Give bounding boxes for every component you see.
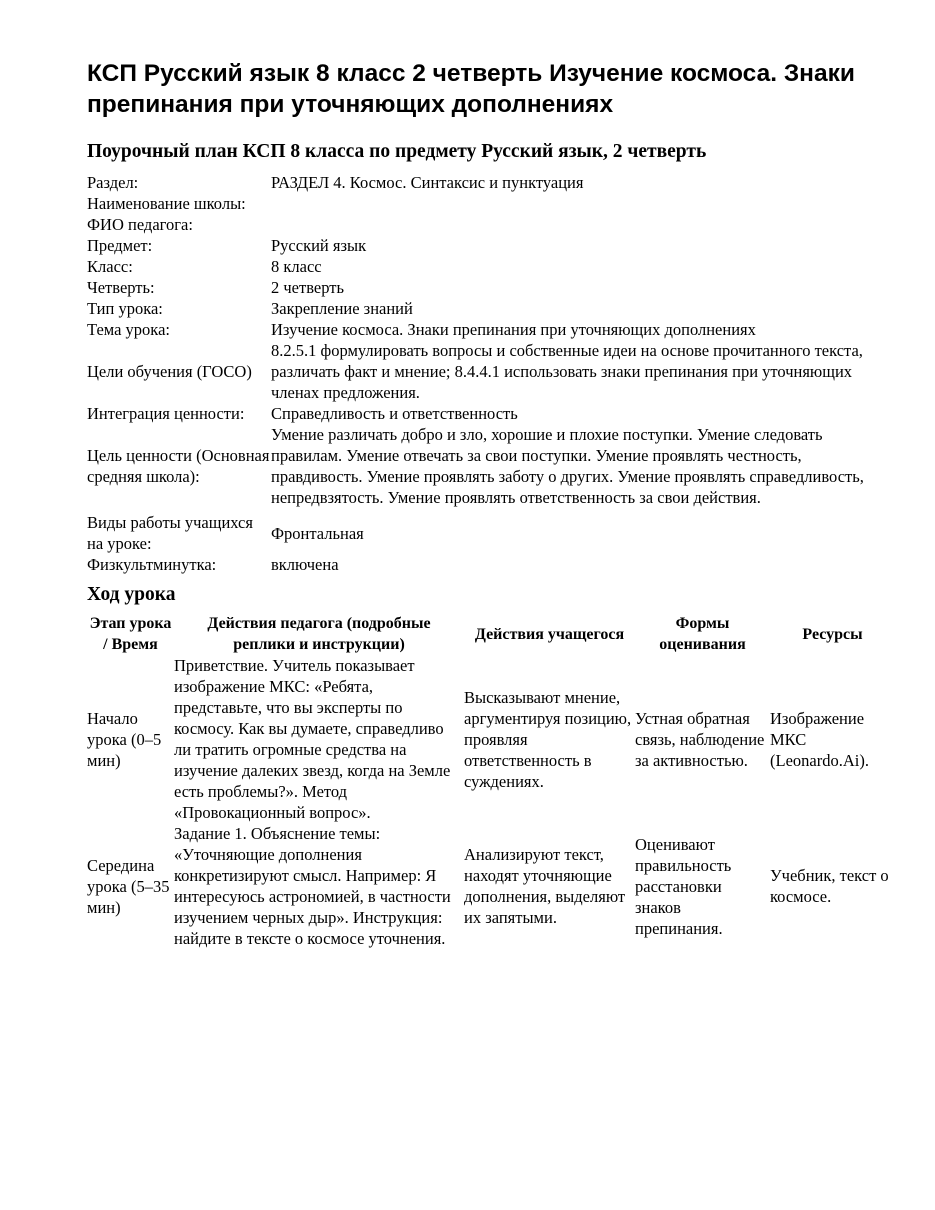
lesson-cell: Учебник, текст о космосе. xyxy=(770,866,889,906)
meta-label: Цели обучения (ГОСО) xyxy=(87,362,252,381)
meta-label: Предмет: xyxy=(87,236,153,255)
document-subtitle: Поурочный план КСП 8 класса по предмету Русский язык, 2 четверть xyxy=(87,141,707,162)
meta-value: 2 четверть xyxy=(271,278,344,297)
lesson-table-header-row xyxy=(87,613,895,655)
lesson-cell: Оценивают правильность расстановки знаков препинания. xyxy=(635,834,732,938)
meta-row xyxy=(87,298,895,319)
meta-label: Четверть: xyxy=(87,278,155,297)
lesson-heading: Ход урока xyxy=(87,584,176,605)
meta-row xyxy=(87,214,895,235)
lesson-meta-table xyxy=(87,172,895,575)
meta-value: Закрепление знаний xyxy=(271,299,413,318)
lesson-table-row xyxy=(87,823,895,949)
meta-row xyxy=(87,319,895,340)
lesson-column-header: Действия педагога (подробные реплики и инструкции) xyxy=(207,615,431,653)
meta-row xyxy=(87,235,895,256)
lesson-cell: Высказывают мнение, аргументируя позицию, проявляя ответственность в суждениях. xyxy=(464,687,632,791)
meta-label: Наименование школы: xyxy=(87,194,246,213)
meta-row xyxy=(87,193,895,214)
meta-value: Фронтальная xyxy=(271,523,364,543)
lesson-column-header: Формы оценивания xyxy=(659,615,746,653)
meta-label: ФИО педагога: xyxy=(87,215,193,234)
meta-value: 8.2.5.1 формулировать вопросы и собственные идеи на основе прочитанного текста, различать факт и мнение; 8.4.4.1 использовать знаки препинания при уточняющих членах предложения. xyxy=(271,341,863,402)
lesson-column-header: Ресурсы xyxy=(802,625,863,643)
meta-row xyxy=(87,554,895,575)
lesson-column-header: Этап урока / Время xyxy=(89,615,172,653)
meta-value: 8 класс xyxy=(271,257,322,276)
meta-row xyxy=(87,403,895,424)
meta-value xyxy=(271,193,895,214)
lesson-cell: Задание 1. Объяснение темы: «Уточняющие дополнения конкретизируют смысл. Например: Я интересуюсь астрономией, в частности изучением черных дыр». Инструкция: найдите в тексте о космосе уточнения. xyxy=(174,824,451,948)
meta-label: Тема урока: xyxy=(87,320,170,339)
meta-value: РАЗДЕЛ 4. Космос. Синтаксис и пунктуация xyxy=(271,173,584,192)
meta-value: Умение различать добро и зло, хорошие и плохие поступки. Умение следовать правилам. Умение отвечать за свои поступки. Умение проявлять честность, правдивость. Умение проявлять заботу о других. Умение проявлять справедливость, непредвзятость. Умение проявлять ответственность за свои действия. xyxy=(271,425,864,507)
meta-row xyxy=(87,508,895,554)
meta-label: Тип урока: xyxy=(87,299,163,318)
meta-value: Русский язык xyxy=(271,236,367,255)
meta-row xyxy=(87,256,895,277)
lesson-cell: Середина урока (5–35 мин) xyxy=(87,855,170,917)
meta-value: включена xyxy=(271,555,339,574)
meta-value xyxy=(271,214,895,235)
meta-value: Справедливость и ответственность xyxy=(271,404,518,423)
meta-row xyxy=(87,277,895,298)
meta-label: Цель ценности (Основная средняя школа): xyxy=(87,446,270,486)
lesson-cell: Анализируют текст, находят уточняющие дополнения, выделяют их запятыми. xyxy=(464,845,626,927)
lesson-cell: Начало урока (0–5 мин) xyxy=(87,708,162,770)
meta-value: Изучение космоса. Знаки препинания при уточняющих дополнениях xyxy=(271,320,756,339)
lesson-flow-table xyxy=(87,613,895,949)
meta-label: Физкультминутка: xyxy=(87,555,217,574)
meta-label: Раздел: xyxy=(87,173,139,192)
lesson-table-row xyxy=(87,655,895,823)
meta-row xyxy=(87,424,895,508)
document-page xyxy=(87,58,895,949)
meta-label: Класс: xyxy=(87,257,133,276)
document-title: КСП Русский язык 8 класс 2 четверть Изучение космоса. Знаки препинания при уточняющих дополнениях xyxy=(87,60,855,118)
lesson-column-header: Действия учащегося xyxy=(474,625,625,643)
meta-label: Интеграция ценности: xyxy=(87,404,245,423)
meta-label: Виды работы учащихся на уроке: xyxy=(87,513,253,553)
lesson-cell: Устная обратная связь, наблюдение за активностью. xyxy=(635,708,765,770)
lesson-cell: Приветствие. Учитель показывает изображение МКС: «Ребята, представьте, что вы эксперты по космосу. Как вы думаете, справедливо ли тратить огромные средства на изучение далеких звезд, когда на Земле есть проблемы?». Метод «Провокационный вопрос». xyxy=(174,656,451,822)
lesson-cell: Изображение МКС (Leonardo.Ai). xyxy=(770,708,869,770)
meta-row xyxy=(87,172,895,193)
meta-row xyxy=(87,340,895,403)
